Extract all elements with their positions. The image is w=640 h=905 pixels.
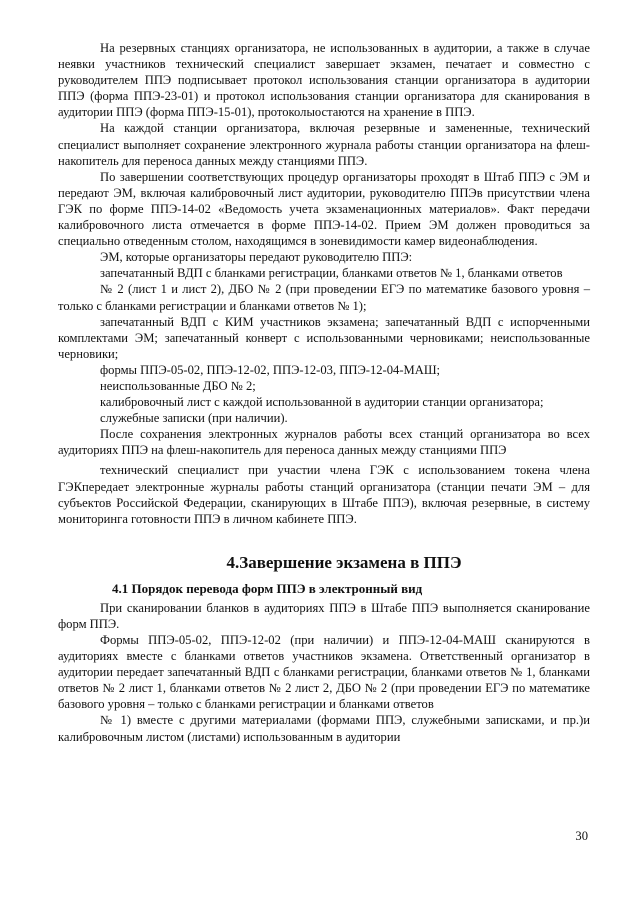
list-item-answer-sheets-cont: № 2 (лист 1 и лист 2), ДБО № 2 (при проведении ЕГЭ по математике базового уровня – только с бланками регистрации и бланками ответов № 1); — [58, 282, 590, 313]
section-heading: 4.Завершение экзамена в ППЭ — [226, 552, 462, 572]
paragraph-forms-scanned-in-rooms: Формы ППЭ-05-02, ППЭ-12-02 (при наличии) и ППЭ-12-04-МАШ сканируются в аудиториях вместе с бланками ответов участников экзамена. Ответственный организатор в аудитории передает запечатанный ВДП с бланками регистрации, бланками ответов № 1, бланками ответов № 2 лист 1, бланками ответов № 2 лист 2, ДБО № 2 (при проведении ЕГЭ по математике базового уровня – только с бланками регистрации и бланками ответов — [58, 633, 590, 712]
document-page — [58, 40, 590, 745]
paragraph-journal-save: На каждой станции организатора, включая резервные и замененные, технический специалист выполняет сохранение электронного журнала работы станции организатора на флеш-накопитель для переноса данных между станциями ППЭ. — [58, 121, 590, 168]
page-number: 30 — [575, 829, 588, 843]
subsection-heading: 4.1 Порядок перевода форм ППЭ в электронный вид — [112, 580, 423, 596]
paragraph-transfer-to-hq: По завершении соответствующих процедур организаторы проходят в Штаб ППЭ с ЭМ и передают ЭМ, включая калибровочный лист аудитории, руководителю ППЭв присутствии члена ГЭК по форме ППЭ-14-02 «Ведомость учета экзаменационных материалов». Факт передачи калибровочного листа отмечается в форме ППЭ-14-02. Прием ЭМ должен проводиться за специально отведенным столом, находящимся в зоневидимости камер видеонаблюдения. — [58, 169, 590, 249]
list-item-calibration-sheet: калибровочный лист с каждой использованной в аудитории станции организатора; — [100, 395, 544, 410]
list-item-kim-drafts: запечатанный ВДП с КИМ участников экзамена; запечатанный ВДП с испорченными комплектами ЭМ; запечатанный конверт с использованными черновиками; неиспользованные черновики; — [58, 314, 590, 361]
list-item-memos: служебные записки (при наличии). — [100, 411, 288, 426]
list-item-answer-sheets: запечатанный ВДП с бланками регистрации, бланками ответов № 1, бланками ответов — [100, 266, 563, 281]
list-item-forms: формы ППЭ-05-02, ППЭ-12-02, ППЭ-12-03, ППЭ-12-04-МАШ; — [100, 362, 441, 377]
paragraph-em-list-intro: ЭМ, которые организаторы передают руководителю ППЭ: — [100, 250, 413, 265]
paragraph-reserve-stations: На резервных станциях организатора, не использованных в аудитории, а также в случае неявки участников технический специалист завершает экзамен, печатает и совместно с руководителем ППЭ подписывает протокол использования станции организатора в аудитории ППЭ (форма ППЭ-23-01) и протокол использования станции организатора для сканирования в аудитории ППЭ (форма ППЭ-15-01), протоколыостаются на хранение в ППЭ. — [58, 41, 590, 120]
list-item-unused-dbo: неиспользованные ДБО № 2; — [100, 378, 256, 393]
paragraph-after-journal-save: После сохранения электронных журналов работы всех станций организатора во всех аудиториях ППЭ на флеш-накопитель для переноса данных между станциями ППЭ — [58, 427, 590, 458]
paragraph-scanning-forms: При сканировании бланков в аудиториях ППЭ в Штабе ППЭ выполняется сканирование форм ППЭ. — [58, 600, 590, 631]
paragraph-tech-specialist-token: технический специалист при участии члена ГЭК с использованием токена члена ГЭКпередает электронные журналы работы станций организатора (станции печати ЭМ – для субъектов Российской Федерации, сканирующих в Штабе ППЭ), включая резервные, в систему мониторинга готовности ППЭ в личном кабинете ППЭ. — [58, 463, 590, 526]
paragraph-materials-with-calibration: № 1) вместе с другими материалами (формами ППЭ, служебными записками, и пр.)и калибровочным листом (листами) использованным в аудитории — [58, 713, 590, 744]
